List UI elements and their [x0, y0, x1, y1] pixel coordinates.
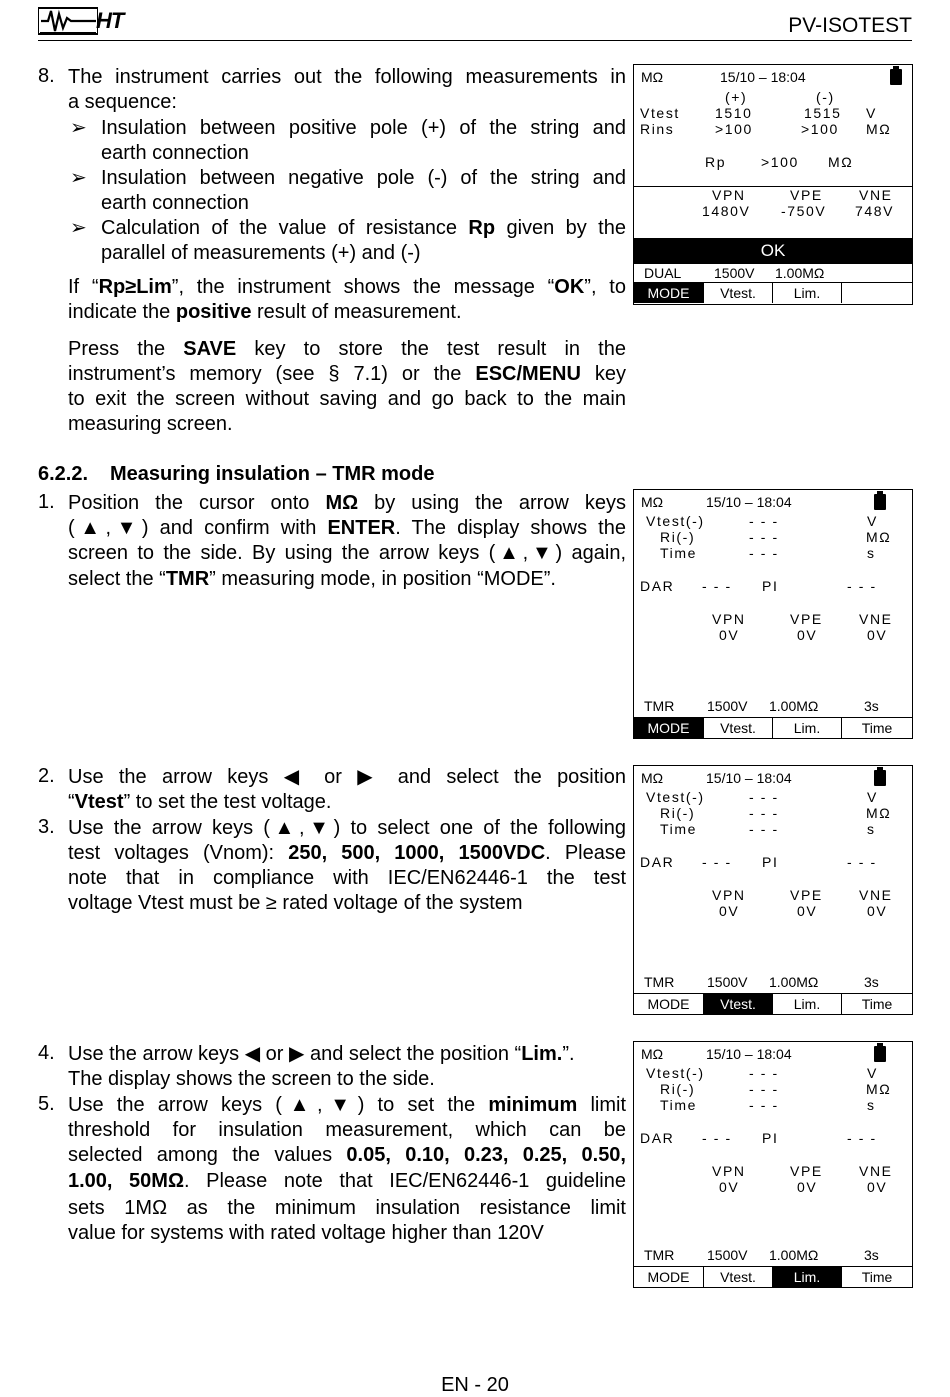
rins-positive: >100: [715, 121, 753, 137]
dar-value: - - -: [702, 578, 732, 594]
vtest-unit: V: [867, 1065, 878, 1081]
vtest-unit: V: [866, 105, 877, 121]
function-key-bar: [634, 1266, 912, 1287]
vpn-label: VPN: [712, 611, 746, 627]
datetime: 15/10 – 18:04: [706, 1046, 792, 1062]
step-number: 5.: [38, 1093, 55, 1115]
vpe-label: VPE: [790, 887, 823, 903]
tab-mode[interactable]: MODE: [634, 994, 704, 1014]
tab-lim[interactable]: Lim.: [773, 718, 842, 738]
paragraph-text: measuring screen.: [68, 413, 233, 435]
result-ok-banner: OK: [634, 238, 912, 264]
dar-value: - - -: [702, 854, 732, 870]
pi-label: PI: [762, 1130, 779, 1146]
vtest-unit: V: [867, 789, 878, 805]
bullet-text: Insulation between negative pole (-) of the string and: [101, 167, 626, 189]
unit-label: MΩ: [641, 1046, 664, 1062]
bullet-arrow-icon: ➢: [70, 217, 87, 239]
tab-vtest[interactable]: Vtest.: [704, 283, 773, 303]
vtest-positive: 1510: [715, 105, 753, 121]
vpe-value: 0V: [797, 627, 818, 643]
instrument-display-tmr-mode: [633, 489, 913, 739]
section-number: 6.2.2.: [38, 463, 89, 485]
vne-label: VNE: [859, 611, 893, 627]
time-value: - - -: [749, 545, 779, 561]
step-number: 1.: [38, 491, 55, 513]
tab-vtest[interactable]: Vtest.: [704, 994, 773, 1014]
ri-unit: MΩ: [866, 529, 892, 545]
rp-unit: MΩ: [828, 154, 854, 170]
pi-value: - - -: [847, 1130, 877, 1146]
step-text: selected among the values 0.05, 0.10, 0.23, 0.25, 0.50,: [68, 1144, 626, 1166]
vtest-value: - - -: [749, 513, 779, 529]
step-number: 8.: [38, 65, 55, 87]
time-unit: s: [867, 545, 876, 561]
rins-label: Rins: [640, 121, 675, 137]
paragraph-text: Press the SAVE key to store the test result in the: [68, 338, 626, 360]
function-key-bar: [634, 993, 912, 1014]
tab-mode[interactable]: MODE: [634, 718, 704, 738]
tab-mode[interactable]: MODE: [634, 1267, 704, 1287]
time-setting: 3s: [864, 1247, 879, 1263]
vpe-value: 0V: [797, 1179, 818, 1195]
tab-mode[interactable]: MODE: [634, 283, 704, 303]
time-setting: 3s: [864, 974, 879, 990]
battery-icon: [890, 69, 902, 85]
mode-value: TMR: [644, 1247, 675, 1263]
battery-icon: [874, 1046, 886, 1062]
vpn-value: 1480V: [702, 203, 751, 219]
tab-time[interactable]: Time: [861, 1269, 893, 1285]
lim-setting: 1.00MΩ: [769, 974, 819, 990]
step-text: note that in compliance with IEC/EN62446-1 the test: [68, 867, 626, 889]
vtest-unit: V: [867, 513, 878, 529]
step-text: (▲,▼) and confirm with ENTER. The display shows the: [68, 517, 626, 539]
vpn-label: VPN: [712, 187, 746, 203]
logo-text: HT: [96, 8, 124, 33]
vpn-value: 0V: [719, 903, 740, 919]
bullet-text: earth connection: [101, 142, 249, 164]
vne-value: 0V: [867, 903, 888, 919]
tab-lim[interactable]: Lim.: [773, 283, 842, 303]
tab-lim[interactable]: Lim.: [773, 994, 842, 1014]
step-text: value for systems with rated voltage higher than 120V: [68, 1222, 544, 1244]
vne-value: 748V: [855, 203, 895, 219]
vtest-label: Vtest(-): [646, 1065, 705, 1081]
time-unit: s: [867, 821, 876, 837]
ri-value: - - -: [749, 1081, 779, 1097]
vne-label: VNE: [859, 887, 893, 903]
step-text: Use the arrow keys (▲,▼) to select one of the following: [68, 817, 626, 839]
vpe-label: VPE: [790, 611, 823, 627]
vpn-label: VPN: [712, 1163, 746, 1179]
pi-label: PI: [762, 578, 779, 594]
ri-unit: MΩ: [866, 805, 892, 821]
time-label: Time: [660, 821, 697, 837]
step-text: test voltages (Vnom): 250, 500, 1000, 1500VDC. Please: [68, 842, 626, 864]
vpn-value: 0V: [719, 1179, 740, 1195]
function-key-bar: [634, 282, 912, 303]
step-text: threshold for insulation measurement, which can be: [68, 1119, 626, 1141]
vne-value: 0V: [867, 627, 888, 643]
step-text: sets 1MΩ as the minimum insulation resistance limit: [68, 1197, 626, 1219]
time-value: - - -: [749, 821, 779, 837]
vpe-label: VPE: [790, 1163, 823, 1179]
battery-icon: [874, 494, 886, 510]
step-text: The display shows the screen to the side.: [68, 1068, 435, 1090]
rins-negative: >100: [801, 121, 839, 137]
vtest-label: Vtest(-): [646, 789, 705, 805]
rins-unit: MΩ: [866, 121, 892, 137]
vtest-setting: 1500V: [707, 974, 748, 990]
step-number: 2.: [38, 765, 55, 787]
ri-value: - - -: [749, 805, 779, 821]
pi-label: PI: [762, 854, 779, 870]
vne-label: VNE: [859, 187, 893, 203]
header-divider: [38, 40, 912, 41]
vpn-label: VPN: [712, 887, 746, 903]
function-key-bar: [634, 717, 912, 738]
vpn-value: 0V: [719, 627, 740, 643]
instrument-display-dual: [633, 64, 913, 305]
lim-setting: 1.00MΩ: [769, 698, 819, 714]
step-text: The instrument carries out the following measurements in: [68, 66, 626, 88]
vtest-setting: 1500V: [707, 698, 748, 714]
tab-vtest[interactable]: Vtest.: [704, 1267, 773, 1287]
unit-label: MΩ: [641, 770, 664, 786]
battery-icon: [874, 770, 886, 786]
ri-value: - - -: [749, 529, 779, 545]
dar-label: DAR: [640, 1130, 675, 1146]
step-text: a sequence:: [68, 91, 177, 113]
step-number: 4.: [38, 1042, 55, 1064]
ht-logo: [38, 6, 130, 36]
dar-value: - - -: [702, 1130, 732, 1146]
vpe-label: VPE: [790, 187, 823, 203]
rp-label: Rp: [705, 154, 727, 170]
vtest-label: Vtest: [640, 105, 680, 121]
paragraph-text: instrument’s memory (see § 7.1) or the ESC/MENU key: [68, 363, 627, 385]
vtest-value: - - -: [749, 1065, 779, 1081]
step-number: 3.: [38, 816, 55, 838]
vtest-setting: 1500V: [714, 265, 755, 281]
step-text: voltage Vtest must be ≥ rated voltage of the system: [68, 892, 523, 914]
vne-label: VNE: [859, 1163, 893, 1179]
instrument-display-tmr-lim: [633, 1041, 913, 1288]
logo-wave-icon: [38, 6, 98, 36]
bullet-text: parallel of measurements (+) and (-): [101, 242, 421, 264]
lim-setting: 1.00MΩ: [775, 265, 825, 281]
mode-value: TMR: [644, 698, 675, 714]
time-unit: s: [867, 1097, 876, 1113]
ri-label: Ri(-): [660, 805, 696, 821]
vtest-label: Vtest(-): [646, 513, 705, 529]
step-text: select the “TMR” measuring mode, in position “MODE”.: [68, 568, 556, 590]
tab-empty[interactable]: [842, 283, 912, 303]
dar-label: DAR: [640, 578, 675, 594]
section-title: Measuring insulation – TMR mode: [110, 463, 435, 485]
negative-header: (-): [816, 89, 835, 105]
document-title: PV-ISOTEST: [788, 14, 912, 37]
bullet-text: Insulation between positive pole (+) of the string and: [101, 117, 626, 139]
datetime: 15/10 – 18:04: [706, 494, 792, 510]
step-text: “Vtest” to set the test voltage.: [68, 791, 332, 813]
time-setting: 3s: [864, 698, 879, 714]
step-text: Position the cursor onto MΩ by using the arrow keys: [68, 492, 626, 514]
page-number: EN - 20: [441, 1374, 509, 1396]
ri-label: Ri(-): [660, 529, 696, 545]
pi-value: - - -: [847, 854, 877, 870]
unit-label: MΩ: [641, 494, 664, 510]
paragraph-text: to exit the screen without saving and go back to the main: [68, 388, 626, 410]
ri-unit: MΩ: [866, 1081, 892, 1097]
datetime: 15/10 – 18:04: [720, 69, 806, 85]
bullet-arrow-icon: ➢: [70, 117, 87, 139]
dar-label: DAR: [640, 854, 675, 870]
time-label: Time: [660, 1097, 697, 1113]
tab-time[interactable]: Time: [861, 996, 893, 1012]
instrument-display-tmr-vtest: [633, 765, 913, 1015]
ri-label: Ri(-): [660, 1081, 696, 1097]
rp-value: >100: [761, 154, 799, 170]
lim-setting: 1.00MΩ: [769, 1247, 819, 1263]
step-text: Use the arrow keys ◀ or ▶ and select the position “Lim.”.: [68, 1043, 575, 1065]
step-text: 1.00, 50MΩ. Please note that IEC/EN62446-1 guideline: [68, 1170, 626, 1192]
time-value: - - -: [749, 1097, 779, 1113]
vpe-value: 0V: [797, 903, 818, 919]
vne-value: 0V: [867, 1179, 888, 1195]
unit-label: MΩ: [641, 69, 664, 85]
tab-time[interactable]: Time: [861, 720, 893, 736]
vtest-setting: 1500V: [707, 1247, 748, 1263]
mode-value: TMR: [644, 974, 675, 990]
paragraph-text: indicate the positive result of measurement.: [68, 301, 462, 323]
positive-header: (+): [725, 89, 748, 105]
tab-vtest[interactable]: Vtest.: [704, 718, 773, 738]
time-label: Time: [660, 545, 697, 561]
pi-value: - - -: [847, 578, 877, 594]
vpe-value: -750V: [781, 203, 827, 219]
step-text: Use the arrow keys ◀ or ▶ and select the position: [68, 766, 626, 788]
step-text: Use the arrow keys (▲,▼) to set the minimum limit: [68, 1094, 626, 1116]
bullet-text: earth connection: [101, 192, 249, 214]
paragraph-text: If “Rp≥Lim”, the instrument shows the message “OK”, to: [68, 276, 626, 298]
tab-lim[interactable]: Lim.: [773, 1267, 842, 1287]
vtest-negative: 1515: [804, 105, 842, 121]
bullet-arrow-icon: ➢: [70, 167, 87, 189]
step-text: screen to the side. By using the arrow keys (▲,▼) again,: [68, 542, 626, 564]
bullet-text: Calculation of the value of resistance Rp given by the: [101, 217, 626, 239]
mode-value: DUAL: [644, 265, 682, 281]
datetime: 15/10 – 18:04: [706, 770, 792, 786]
vtest-value: - - -: [749, 789, 779, 805]
